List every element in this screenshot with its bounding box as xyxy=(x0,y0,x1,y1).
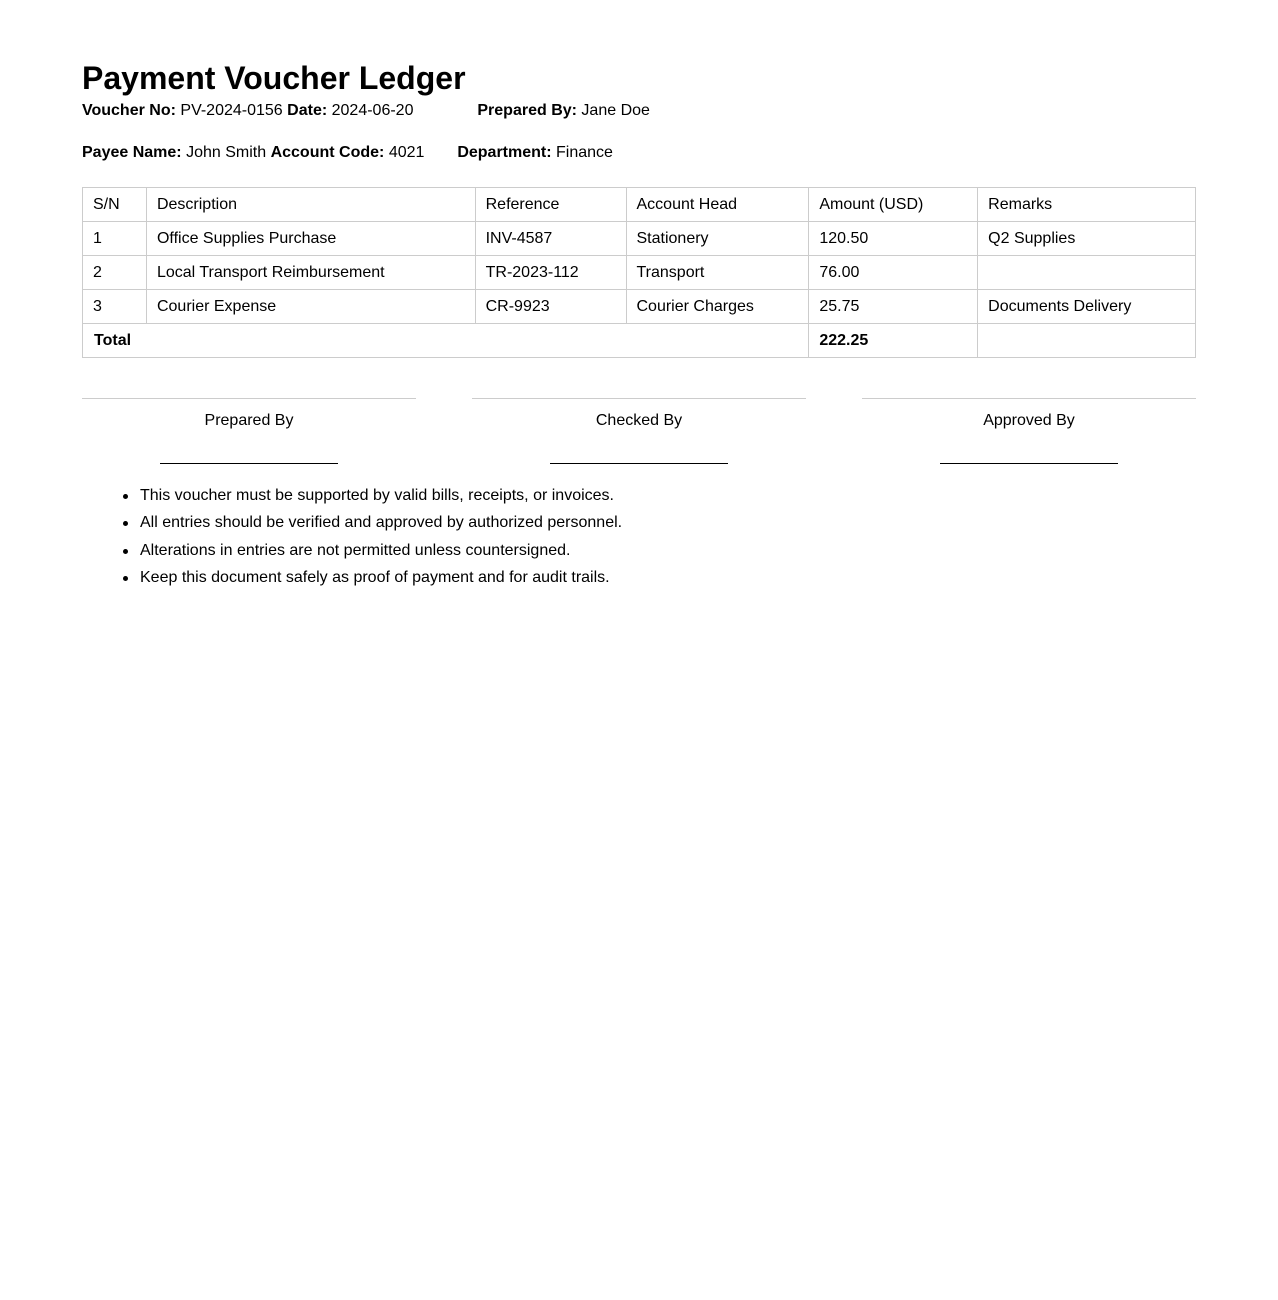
prepared-by-value: Jane Doe xyxy=(581,102,650,119)
table-row xyxy=(83,256,1196,290)
voucher-meta-line-1 xyxy=(82,101,650,121)
table-row xyxy=(83,290,1196,324)
cell-description: Local Transport Reimbursement xyxy=(146,256,475,290)
cell-account-head: Transport xyxy=(626,256,809,290)
list-item xyxy=(140,568,622,588)
signature-line xyxy=(160,463,338,464)
note-text: This voucher must be supported by valid bills, receipts, or invoices. xyxy=(140,487,614,504)
column-header-remarks: Remarks xyxy=(978,188,1196,222)
cell-amount: 120.50 xyxy=(809,222,978,256)
column-header-reference: Reference xyxy=(475,188,626,222)
account-code-label: Account Code: xyxy=(270,144,385,161)
cell-sn: 3 xyxy=(83,290,147,324)
signature-prepared-by xyxy=(82,398,416,464)
cell-description: Courier Expense xyxy=(146,290,475,324)
cell-reference: TR-2023-112 xyxy=(475,256,626,290)
total-row xyxy=(83,324,1196,358)
note-text: All entries should be verified and approved by authorized personnel. xyxy=(140,514,623,532)
note-text: Keep this document safely as proof of payment and for audit trails. xyxy=(140,568,610,586)
voucher-no-label: Voucher No: xyxy=(82,102,176,119)
payee-name-value: John Smith xyxy=(186,144,267,161)
page-title: Payment Voucher Ledger xyxy=(82,60,466,96)
bullet-icon xyxy=(123,549,128,554)
bullet-icon xyxy=(123,576,128,581)
cell-reference: CR-9923 xyxy=(475,290,626,324)
table-header-row xyxy=(83,188,1196,222)
list-item xyxy=(140,486,622,506)
cell-remarks: Q2 Supplies xyxy=(978,222,1196,256)
note-text: Alterations in entries are not permitted unless countersigned. xyxy=(140,541,571,559)
cell-amount: 76.00 xyxy=(809,256,978,290)
cell-amount: 25.75 xyxy=(809,290,978,324)
list-item xyxy=(140,541,622,561)
column-header-amount: Amount (USD) xyxy=(809,188,978,222)
list-item xyxy=(140,513,622,533)
cell-reference: INV-4587 xyxy=(475,222,626,256)
cell-sn: 2 xyxy=(83,256,147,290)
cell-description: Office Supplies Purchase xyxy=(146,222,475,256)
cell-remarks xyxy=(978,256,1196,290)
signature-checked-by-label: Checked By xyxy=(595,412,683,429)
cell-account-head: Courier Charges xyxy=(626,290,809,324)
column-header-sn: S/N xyxy=(83,188,147,222)
voucher-no-value: PV-2024-0156 xyxy=(180,102,283,119)
signature-approved-by xyxy=(862,398,1196,464)
prepared-by-label: Prepared By: xyxy=(477,102,577,119)
department-value: Finance xyxy=(556,144,613,161)
total-label: Total xyxy=(83,324,809,358)
column-header-description: Description xyxy=(146,188,475,222)
total-remarks xyxy=(978,324,1196,358)
column-header-account-head: Account Head xyxy=(626,188,809,222)
bullet-icon xyxy=(123,494,128,499)
total-amount: 222.25 xyxy=(809,324,978,358)
date-value: 2024-06-20 xyxy=(331,102,414,119)
signature-line xyxy=(550,463,728,464)
signature-prepared-by-label: Prepared By xyxy=(204,412,294,429)
account-code-value: 4021 xyxy=(388,144,425,161)
cell-sn: 1 xyxy=(83,222,147,256)
department-label: Department: xyxy=(457,144,552,161)
bullet-icon xyxy=(123,521,128,526)
table-row xyxy=(83,222,1196,256)
signature-line xyxy=(940,463,1118,464)
voucher-meta-line-2 xyxy=(82,143,613,163)
notes-list xyxy=(82,486,622,595)
signature-checked-by xyxy=(472,398,806,464)
ledger-table xyxy=(82,187,1196,358)
payee-name-label: Payee Name: xyxy=(82,144,182,161)
date-label: Date: xyxy=(287,102,328,119)
cell-account-head: Stationery xyxy=(626,222,809,256)
signature-approved-by-label: Approved By xyxy=(983,412,1075,429)
cell-remarks: Documents Delivery xyxy=(978,290,1196,324)
